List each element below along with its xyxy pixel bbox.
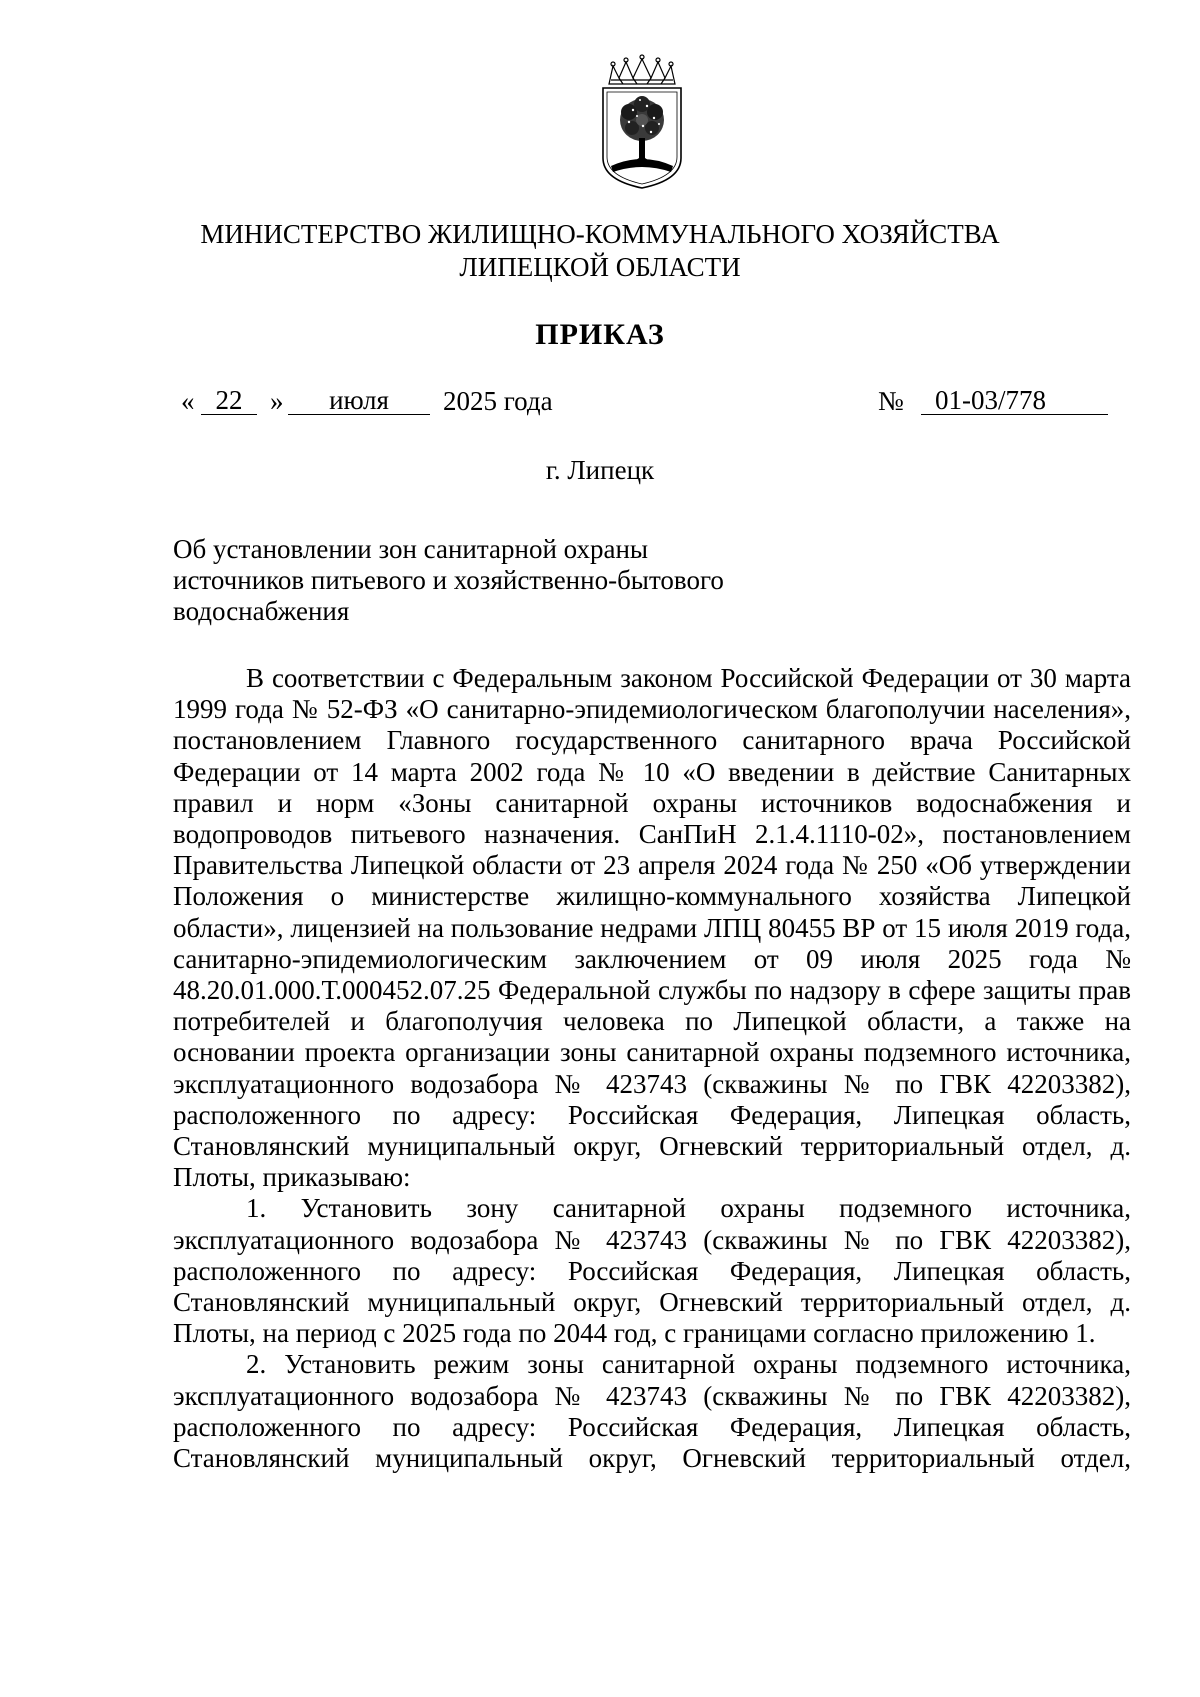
document-number: 01-03/778 (921, 386, 1108, 415)
subject-line-1: Об установлении зон санитарной охраны (173, 534, 649, 564)
date-year: 2025 года (443, 386, 553, 416)
subject-line-2: источников питьевого и хозяйственно-бытового (173, 565, 724, 595)
subject-line-3: водоснабжения (173, 596, 350, 626)
city: г. Липецк (545, 455, 655, 485)
document-subject (173, 534, 813, 627)
preamble-paragraph: В соответствии с Федеральным законом Российской Федерации от 30 марта 1999 года № 52-ФЗ «О санитарно-эпидемиологическом благополучии населения», постановлением Главного государственного санитарного врача Российской Федерации от 14 марта 2002 года № 10 «О введении в действие Санитарных правил и норм «Зоны санитарной охраны источников водоснабжения и водопроводов питьевого назначения. СанПиН 2.1.4.1110-02», постановлением Правительства Липецкой области от 23 апреля 2024 года № 250 «Об утверждении Положения о министерстве жилищно-коммунального хозяйства Липецкой области», лицензией на пользование недрами ЛПЦ 80455 ВР от 15 июля 2019 года, санитарно-эпидемиологическим заключением от 09 июля 2025 года № 48.20.01.000.Т.000452.07.25 Федеральной службы по надзору в сфере защиты прав потребителей и благополучия человека по Липецкой области, а также на основании проекта организации зоны санитарной охраны подземного источника, эксплуатационного водозабора № 423743 (скважины № по ГВК 42203382), расположенного по адресу: Российская Федерация, Липецкая область, Становлянский муниципальный округ, Огневский территориальный отдел, д. Плоты, приказываю: (173, 663, 1131, 1193)
number-sign: № (878, 386, 904, 416)
document-body (173, 663, 1131, 1474)
document-type-title: ПРИКАЗ (535, 318, 665, 351)
lipetsk-region-coat-of-arms-icon (599, 54, 685, 190)
date-open-quote: « (181, 386, 195, 416)
ministry-name-line-1: МИНИСТЕРСТВО ЖИЛИЩНО-КОММУНАЛЬНОГО ХОЗЯЙСТВА (200, 219, 1000, 249)
date-day: 22 (201, 386, 257, 415)
ministry-name-line-2: ЛИПЕЦКОЙ ОБЛАСТИ (459, 252, 741, 282)
date-and-number-line (0, 386, 1200, 426)
item-1-paragraph: 1. Установить зону санитарной охраны подземного источника, эксплуатационного водозабора № 423743 (скважины № по ГВК 42203382), расположенного по адресу: Российская Федерация, Липецкая область, Становлянский муниципальный округ, Огневский территориальный отдел, д. Плоты, на период с 2025 года по 2044 год, с границами согласно приложению 1. (173, 1193, 1131, 1349)
item-2-paragraph: 2. Установить режим зоны санитарной охраны подземного источника, эксплуатационного водозабора № 423743 (скважины № по ГВК 42203382), расположенного по адресу: Российская Федерация, Липецкая область, Становлянский муниципальный округ, Огневский территориальный отдел, (173, 1349, 1131, 1474)
date-close-quote: » (270, 386, 284, 416)
date-month: июля (288, 386, 430, 415)
